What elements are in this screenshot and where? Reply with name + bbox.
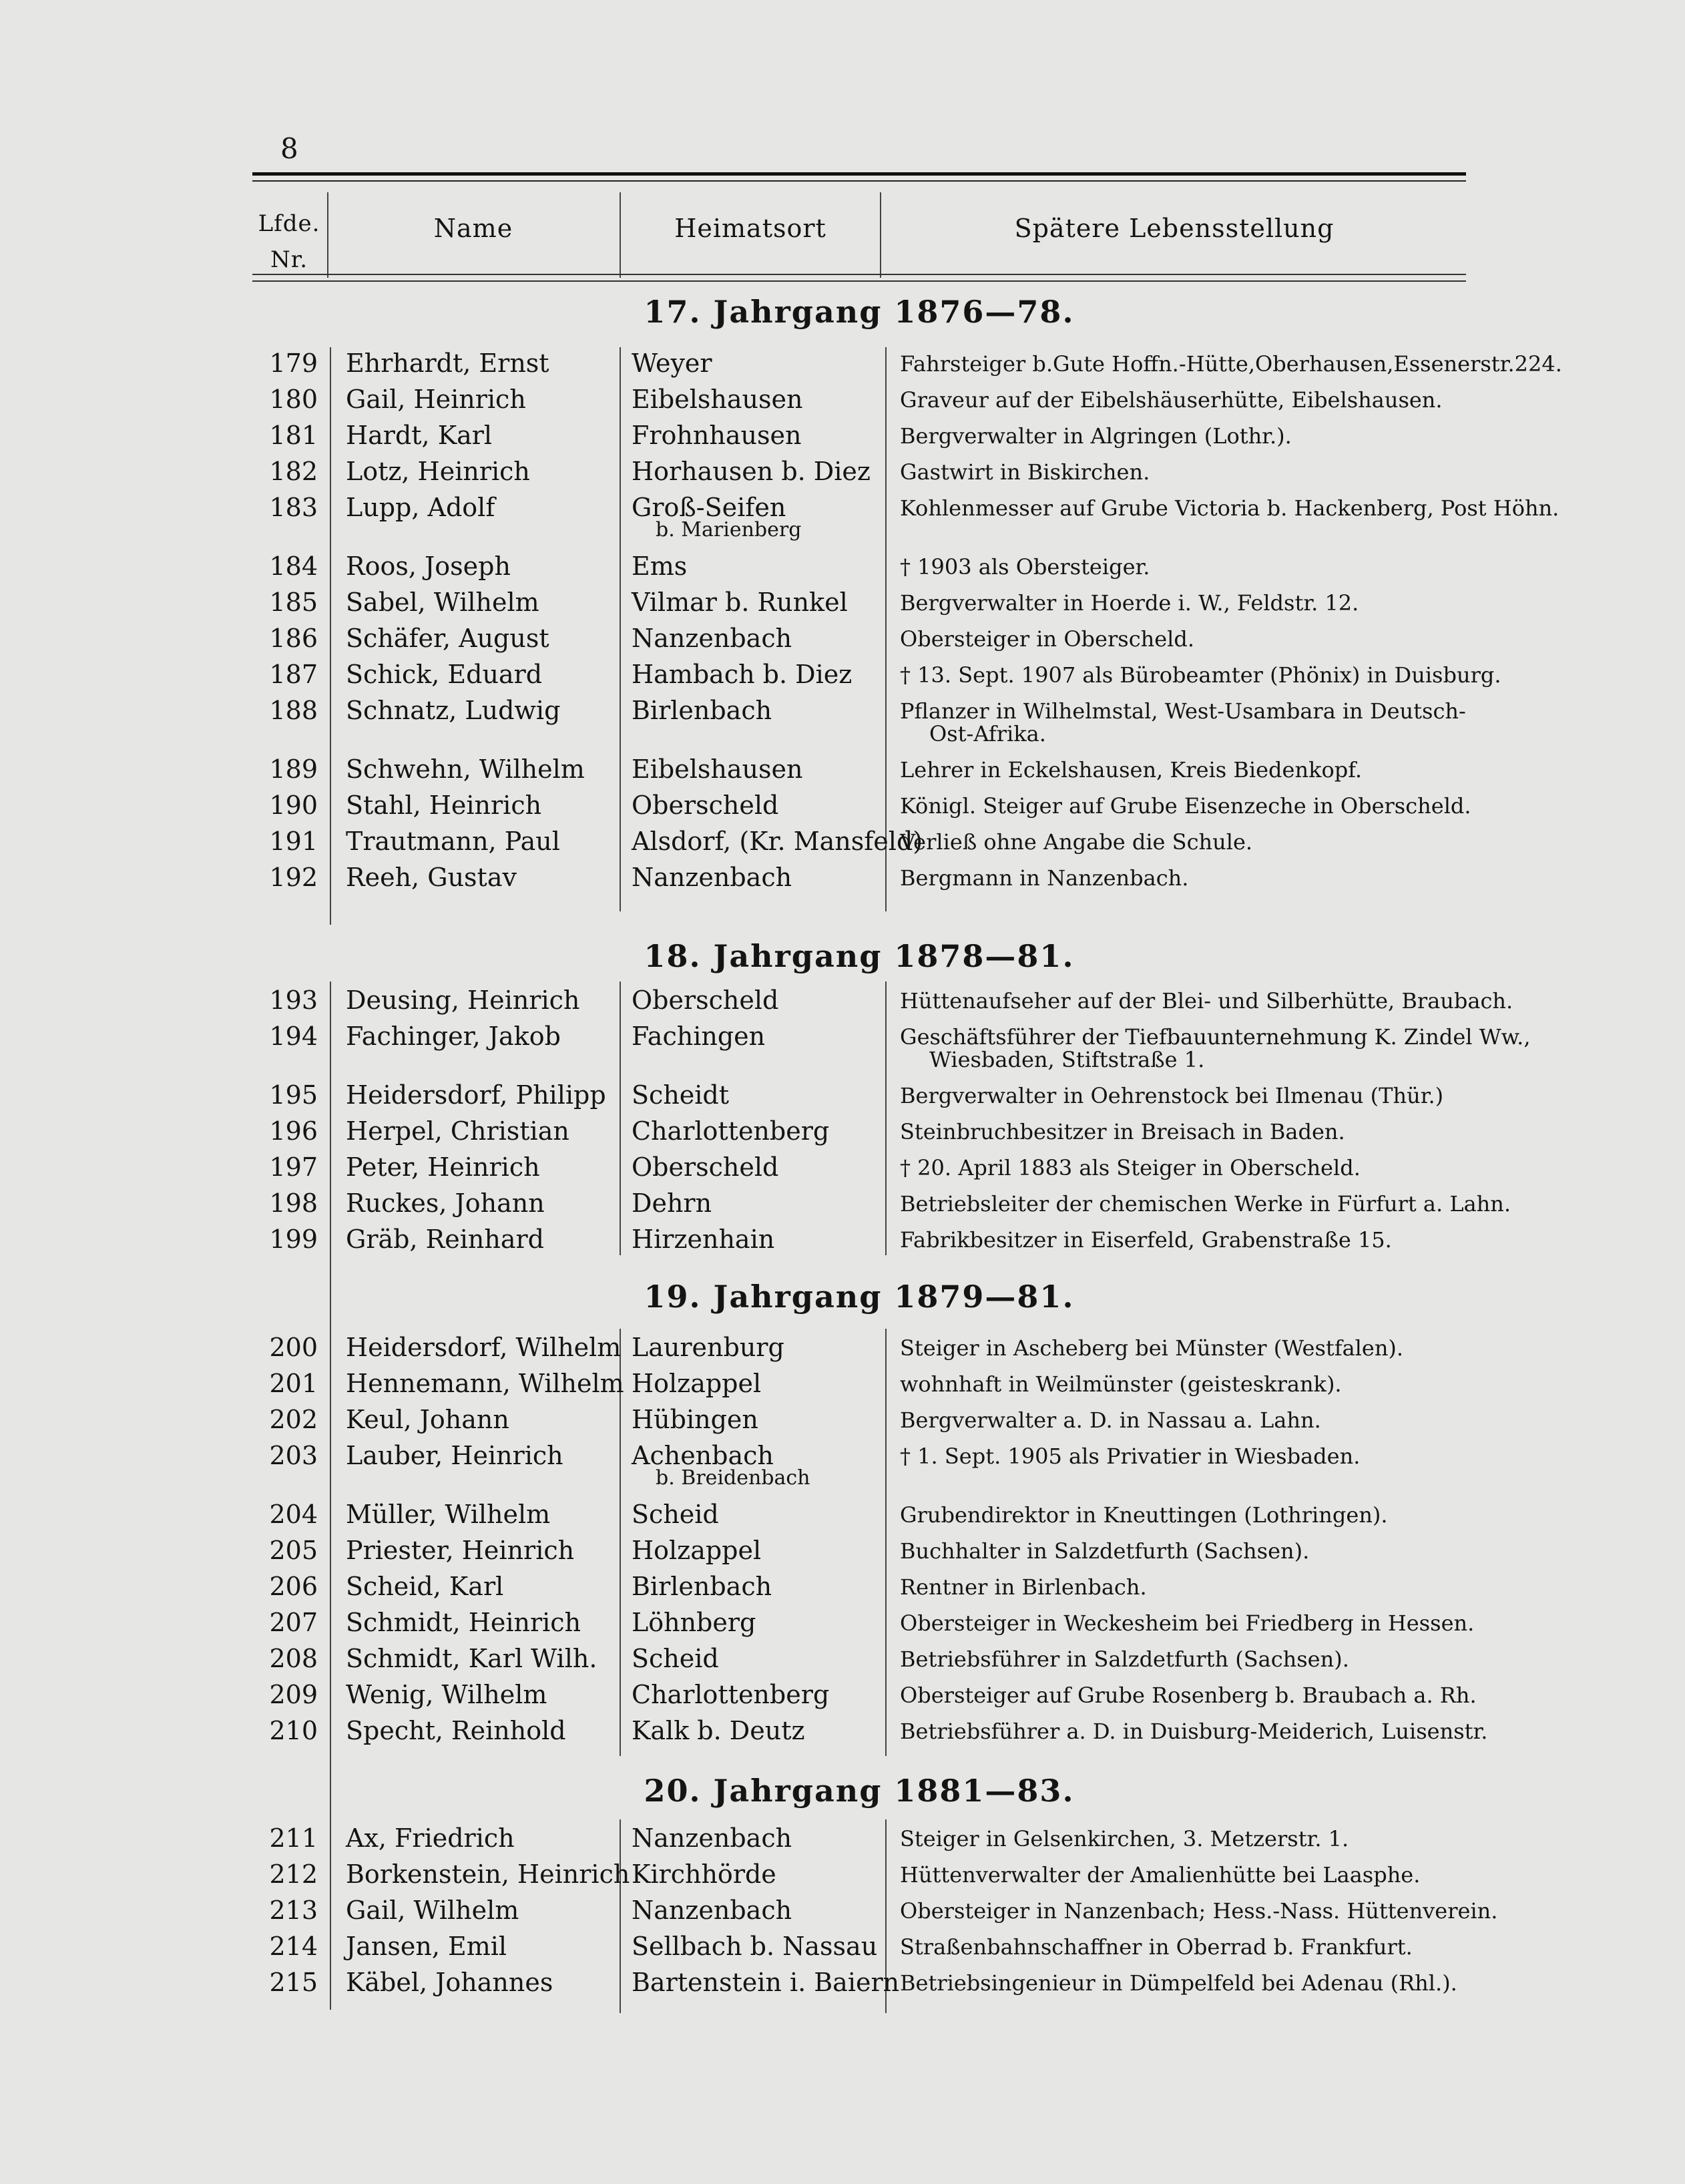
row-number: 205	[269, 1536, 318, 1565]
row-number: 193	[269, 986, 318, 1015]
row-lebensstellung: Graveur auf der Eibelshäuserhütte, Eibelshausen.	[900, 387, 1443, 413]
row-number: 179	[269, 349, 318, 378]
table-row	[0, 349, 1685, 385]
row-name: Deusing, Heinrich	[346, 986, 580, 1015]
row-lebensstellung: Pflanzer in Wilhelmstal, West-Usambara in Deutsch-	[900, 698, 1466, 724]
row-heimatsort: Holzappel	[632, 1369, 762, 1398]
row-name: Schmidt, Heinrich	[346, 1608, 581, 1637]
row-number: 201	[269, 1369, 318, 1398]
row-heimatsort: Horhausen b. Diez	[632, 457, 871, 486]
row-number: 190	[269, 791, 318, 820]
row-heimatsort: Nanzenbach	[632, 1896, 792, 1925]
row-lebensstellung: Obersteiger in Oberscheld.	[900, 626, 1195, 652]
row-name: Hennemann, Wilhelm	[346, 1369, 624, 1398]
table-row	[0, 421, 1685, 457]
row-lebensstellung-cont: Ost-Afrika.	[929, 721, 1046, 746]
row-name: Hardt, Karl	[346, 421, 493, 450]
header-divider	[880, 192, 881, 278]
row-lebensstellung: Obersteiger in Weckesheim bei Friedberg in Hessen.	[900, 1610, 1475, 1636]
row-name: Heidersdorf, Philipp	[346, 1080, 606, 1110]
table-row	[0, 457, 1685, 493]
row-number: 184	[269, 552, 318, 581]
table-row	[0, 1572, 1685, 1608]
row-lebensstellung: Grubendirektor in Kneuttingen (Lothringen).	[900, 1502, 1388, 1528]
row-heimatsort: Hirzenhain	[632, 1225, 775, 1254]
row-name: Borkenstein, Heinrich	[346, 1860, 630, 1889]
row-heimatsort: Scheid	[632, 1644, 719, 1673]
row-lebensstellung: Steinbruchbesitzer in Breisach in Baden.	[900, 1119, 1345, 1144]
row-lebensstellung: Gastwirt in Biskirchen.	[900, 459, 1150, 485]
row-name: Herpel, Christian	[346, 1116, 569, 1146]
row-lebensstellung: Bergverwalter a. D. in Nassau a. Lahn.	[900, 1407, 1321, 1433]
row-heimatsort: Kalk b. Deutz	[632, 1716, 805, 1745]
row-heimatsort-cont: b. Breidenbach	[656, 1466, 810, 1490]
top-rule-thin	[252, 180, 1466, 182]
row-name: Schäfer, August	[346, 624, 549, 653]
row-heimatsort: Hambach b. Diez	[632, 660, 853, 689]
row-number: 181	[269, 421, 318, 450]
row-number: 189	[269, 754, 318, 784]
row-lebensstellung: † 1. Sept. 1905 als Privatier in Wiesbaden.	[900, 1444, 1361, 1469]
row-heimatsort: Oberscheld	[632, 1152, 779, 1182]
table-row	[0, 1608, 1685, 1644]
row-heimatsort: Charlottenberg	[632, 1116, 830, 1146]
row-lebensstellung: wohnhaft in Weilmünster (geisteskrank).	[900, 1371, 1342, 1397]
row-lebensstellung: Geschäftsführer der Tiefbauunternehmung K. Zindel Ww.,	[900, 1024, 1531, 1050]
row-name: Gail, Wilhelm	[346, 1896, 519, 1925]
row-lebensstellung: Bergverwalter in Oehrenstock bei Ilmenau (Thür.)	[900, 1083, 1444, 1108]
table-row	[0, 1405, 1685, 1441]
row-lebensstellung: Bergmann in Nanzenbach.	[900, 865, 1189, 891]
row-heimatsort: Sellbach b. Nassau	[632, 1932, 878, 1961]
row-lebensstellung: Verließ ohne Angabe die Schule.	[900, 829, 1253, 855]
row-number: 197	[269, 1152, 318, 1182]
row-heimatsort: Hübingen	[632, 1405, 758, 1434]
row-heimatsort: Bartenstein i. Baiern	[632, 1968, 900, 1997]
row-number: 192	[269, 863, 318, 892]
header-nr: Lfde. Nr.	[258, 210, 320, 273]
row-number: 206	[269, 1572, 318, 1601]
page-number: 8	[280, 132, 298, 165]
header-lebensstellung: Spätere Lebensstellung	[1014, 214, 1335, 243]
row-heimatsort: Holzappel	[632, 1536, 762, 1565]
row-heimatsort: Alsdorf, (Kr. Mansfeld)	[632, 827, 923, 856]
table-row	[0, 552, 1685, 588]
row-name: Heidersdorf, Wilhelm	[346, 1333, 622, 1362]
table-row	[0, 754, 1685, 791]
row-number: 210	[269, 1716, 318, 1745]
row-heimatsort: Dehrn	[632, 1188, 712, 1218]
row-name: Jansen, Emil	[346, 1932, 507, 1961]
row-number: 213	[269, 1896, 318, 1925]
row-number: 191	[269, 827, 318, 856]
row-lebensstellung: † 1903 als Obersteiger.	[900, 554, 1150, 580]
table-row	[0, 1644, 1685, 1680]
row-name: Müller, Wilhelm	[346, 1500, 551, 1529]
table-row	[0, 588, 1685, 624]
header-heimatsort: Heimatsort	[674, 214, 826, 243]
table-row	[0, 624, 1685, 660]
row-number: 209	[269, 1680, 318, 1709]
row-number: 200	[269, 1333, 318, 1362]
row-name: Sabel, Wilhelm	[346, 588, 539, 617]
row-heimatsort: Weyer	[632, 349, 712, 378]
header-rule	[252, 274, 1466, 275]
table-row	[0, 660, 1685, 696]
row-name: Schnatz, Ludwig	[346, 696, 561, 725]
row-name: Schmidt, Karl Wilh.	[346, 1644, 597, 1673]
table-row	[0, 1116, 1685, 1152]
row-heimatsort: Nanzenbach	[632, 1823, 792, 1853]
section-title: 18. Jahrgang 1878—81.	[644, 938, 1075, 974]
row-lebensstellung: † 20. April 1883 als Steiger in Oberscheld.	[900, 1155, 1361, 1180]
row-heimatsort: Nanzenbach	[632, 624, 792, 653]
row-name: Lupp, Adolf	[346, 493, 495, 522]
row-heimatsort: Eibelshausen	[632, 385, 803, 414]
row-heimatsort: Nanzenbach	[632, 863, 792, 892]
row-number: 208	[269, 1644, 318, 1673]
table-row	[0, 1188, 1685, 1225]
table-row	[0, 1680, 1685, 1716]
table-row	[0, 696, 1685, 746]
row-name: Roos, Joseph	[346, 552, 511, 581]
row-lebensstellung: Hüttenverwalter der Amalienhütte bei Laasphe.	[900, 1862, 1421, 1888]
row-heimatsort: Eibelshausen	[632, 754, 803, 784]
row-heimatsort: Scheid	[632, 1500, 719, 1529]
row-lebensstellung: Steiger in Ascheberg bei Münster (Westfalen).	[900, 1335, 1404, 1361]
row-number: 207	[269, 1608, 318, 1637]
section-title: 20. Jahrgang 1881—83.	[644, 1773, 1075, 1809]
row-lebensstellung: Betriebsführer a. D. in Duisburg-Meiderich, Luisenstr.	[900, 1719, 1488, 1744]
row-number: 188	[269, 696, 318, 725]
header-rule	[252, 280, 1466, 282]
table-row	[0, 1932, 1685, 1968]
row-name: Schick, Eduard	[346, 660, 543, 689]
table-row	[0, 863, 1685, 899]
row-lebensstellung: Straßenbahnschaffner in Oberrad b. Frankfurt.	[900, 1934, 1413, 1960]
row-lebensstellung: Steiger in Gelsenkirchen, 3. Metzerstr. 1.	[900, 1826, 1349, 1851]
row-name: Ax, Friedrich	[346, 1823, 515, 1853]
table-row	[0, 1022, 1685, 1072]
row-lebensstellung: Obersteiger in Nanzenbach; Hess.-Nass. Hüttenverein.	[900, 1898, 1498, 1924]
table-row	[0, 1333, 1685, 1369]
row-number: 203	[269, 1441, 318, 1470]
row-number: 215	[269, 1968, 318, 1997]
table-row	[0, 1152, 1685, 1188]
table-row	[0, 385, 1685, 421]
table-row	[0, 1896, 1685, 1932]
row-name: Käbel, Johannes	[346, 1968, 553, 1997]
row-number: 187	[269, 660, 318, 689]
row-lebensstellung: Betriebsführer in Salzdetfurth (Sachsen).	[900, 1647, 1349, 1672]
top-rule	[252, 172, 1466, 176]
row-name: Keul, Johann	[346, 1405, 509, 1434]
row-heimatsort: Achenbach	[632, 1441, 774, 1470]
row-name: Ruckes, Johann	[346, 1188, 545, 1218]
row-lebensstellung: Obersteiger auf Grube Rosenberg b. Braubach a. Rh.	[900, 1683, 1477, 1708]
row-heimatsort: Frohnhausen	[632, 421, 802, 450]
section-title: 17. Jahrgang 1876—78.	[644, 294, 1075, 330]
row-number: 211	[269, 1823, 318, 1853]
row-name: Reeh, Gustav	[346, 863, 517, 892]
row-lebensstellung: Rentner in Birlenbach.	[900, 1574, 1147, 1600]
table-row	[0, 1441, 1685, 1490]
row-heimatsort-cont: b. Marienberg	[656, 518, 802, 541]
row-number: 212	[269, 1860, 318, 1889]
row-lebensstellung: † 13. Sept. 1907 als Bürobeamter (Phönix) in Duisburg.	[900, 662, 1501, 688]
row-lebensstellung: Königl. Steiger auf Grube Eisenzeche in Oberscheld.	[900, 793, 1471, 819]
row-name: Gail, Heinrich	[346, 385, 526, 414]
row-heimatsort: Oberscheld	[632, 791, 779, 820]
row-heimatsort: Ems	[632, 552, 688, 581]
row-name: Schwehn, Wilhelm	[346, 754, 585, 784]
row-lebensstellung: Bergverwalter in Algringen (Lothr.).	[900, 423, 1292, 449]
row-number: 183	[269, 493, 318, 522]
row-number: 186	[269, 624, 318, 653]
row-number: 202	[269, 1405, 318, 1434]
row-number: 195	[269, 1080, 318, 1110]
row-heimatsort: Groß-Seifen	[632, 493, 786, 522]
row-name: Trautmann, Paul	[346, 827, 560, 856]
row-heimatsort: Birlenbach	[632, 1572, 772, 1601]
table-row	[0, 1536, 1685, 1572]
row-heimatsort: Löhnberg	[632, 1608, 756, 1637]
row-lebensstellung: Bergverwalter in Hoerde i. W., Feldstr. 12.	[900, 590, 1359, 616]
row-name: Wenig, Wilhelm	[346, 1680, 547, 1709]
row-name: Fachinger, Jakob	[346, 1022, 561, 1051]
row-number: 182	[269, 457, 318, 486]
row-heimatsort: Charlottenberg	[632, 1680, 830, 1709]
header-divider	[620, 192, 621, 278]
section-title: 19. Jahrgang 1879—81.	[644, 1279, 1075, 1315]
row-lebensstellung: Betriebsingenieur in Dümpelfeld bei Adenau (Rhl.).	[900, 1970, 1457, 1996]
row-heimatsort: Oberscheld	[632, 986, 779, 1015]
row-name: Specht, Reinhold	[346, 1716, 566, 1745]
row-number: 199	[269, 1225, 318, 1254]
row-name: Lauber, Heinrich	[346, 1441, 563, 1470]
row-name: Scheid, Karl	[346, 1572, 504, 1601]
row-lebensstellung-cont: Wiesbaden, Stiftstraße 1.	[929, 1047, 1205, 1072]
row-name: Stahl, Heinrich	[346, 791, 542, 820]
header-name: Name	[433, 214, 513, 243]
row-lebensstellung: Fabrikbesitzer in Eiserfeld, Grabenstraße 15.	[900, 1227, 1392, 1253]
row-number: 196	[269, 1116, 318, 1146]
row-lebensstellung: Lehrer in Eckelshausen, Kreis Biedenkopf.	[900, 757, 1363, 783]
table-row	[0, 986, 1685, 1022]
row-lebensstellung: Betriebsleiter der chemischen Werke in Fürfurt a. Lahn.	[900, 1191, 1511, 1217]
table-row	[0, 1968, 1685, 2004]
table-row	[0, 1716, 1685, 1752]
row-name: Gräb, Reinhard	[346, 1225, 545, 1254]
table-row	[0, 1369, 1685, 1405]
row-name: Peter, Heinrich	[346, 1152, 540, 1182]
row-number: 180	[269, 385, 318, 414]
table-row	[0, 1500, 1685, 1536]
row-number: 185	[269, 588, 318, 617]
row-heimatsort: Scheidt	[632, 1080, 730, 1110]
table-row	[0, 791, 1685, 827]
table-row	[0, 1225, 1685, 1261]
row-heimatsort: Birlenbach	[632, 696, 772, 725]
row-lebensstellung: Fahrsteiger b.Gute Hoffn.-Hütte,Oberhausen,Essenerstr.224.	[900, 351, 1562, 377]
row-name: Priester, Heinrich	[346, 1536, 575, 1565]
row-heimatsort: Laurenburg	[632, 1333, 784, 1362]
table-row	[0, 493, 1685, 541]
row-lebensstellung: Hüttenaufseher auf der Blei- und Silberhütte, Braubach.	[900, 988, 1513, 1014]
row-lebensstellung: Buchhalter in Salzdetfurth (Sachsen).	[900, 1538, 1310, 1564]
header-divider	[327, 192, 328, 278]
row-heimatsort: Vilmar b. Runkel	[632, 588, 848, 617]
row-name: Lotz, Heinrich	[346, 457, 530, 486]
row-name: Ehrhardt, Ernst	[346, 349, 549, 378]
table-row	[0, 1823, 1685, 1860]
row-number: 204	[269, 1500, 318, 1529]
table-row	[0, 827, 1685, 863]
row-lebensstellung: Kohlenmesser auf Grube Victoria b. Hackenberg, Post Höhn.	[900, 495, 1559, 521]
row-number: 194	[269, 1022, 318, 1051]
table-row	[0, 1080, 1685, 1116]
row-number: 214	[269, 1932, 318, 1961]
row-heimatsort: Kirchhörde	[632, 1860, 776, 1889]
row-heimatsort: Fachingen	[632, 1022, 766, 1051]
row-number: 198	[269, 1188, 318, 1218]
table-row	[0, 1860, 1685, 1896]
